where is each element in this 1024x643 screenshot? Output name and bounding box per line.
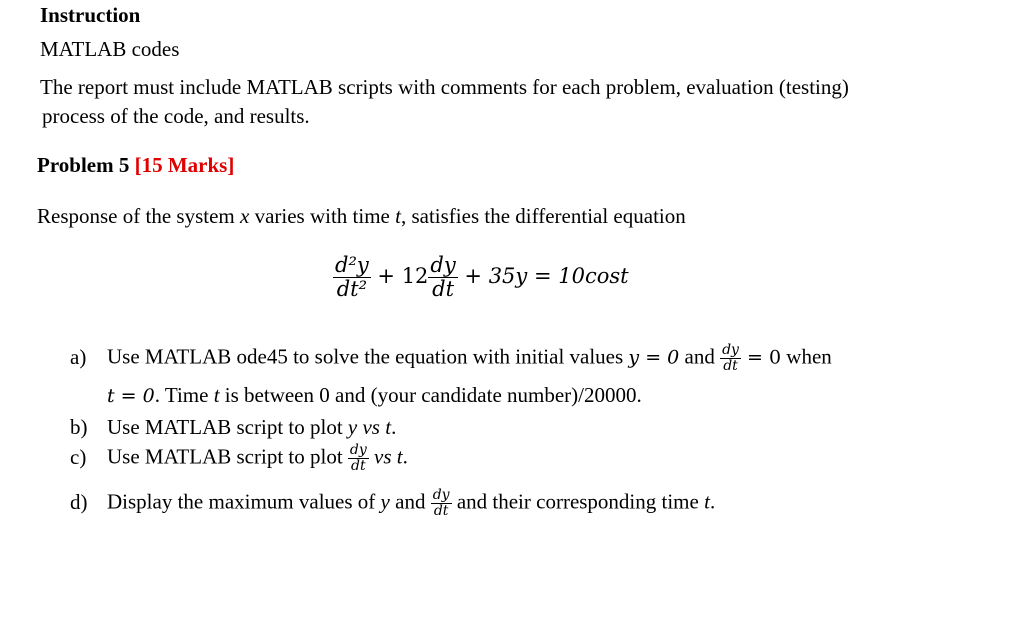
problem-marks: [15 Marks] <box>134 153 235 177</box>
subheading: MATLAB codes <box>40 37 180 61</box>
differential-equation: $\frac{\text{d²y}}{\text{dt²}}$ + 12 $\frac{dy}{dt}$ + 35y = 10cost <box>335 253 629 302</box>
part-a-line-2: t = 0. Time t is between 0 and (your candidate number)/20000. <box>107 383 642 407</box>
part-a: a) Use MATLAB ode45 to solve the equation with initial values y = 0 and $\frac{dy}{dt}$ = 0 when <box>70 342 832 375</box>
report-text-line-1: The report must include MATLAB scripts with comments for each problem, evaluation (testing) <box>40 75 849 99</box>
part-d: d) Display the maximum values of y and $\frac{dy}{dt}$ and their corresponding time t. <box>70 487 716 520</box>
heading: Instruction <box>40 3 141 27</box>
report-text-line-2: process of the code, and results. <box>42 104 310 128</box>
part-b: b) Use MATLAB script to plot y vs t. <box>70 415 397 439</box>
intro-text: Response of the system x varies with time t, satisfies the differential equation <box>37 204 686 228</box>
part-c: c) Use MATLAB script to plot $\frac{dy}{dt}$ vs t. <box>70 442 408 475</box>
problem-number: Problem 5 <box>37 153 130 177</box>
problem-title <box>37 153 234 177</box>
